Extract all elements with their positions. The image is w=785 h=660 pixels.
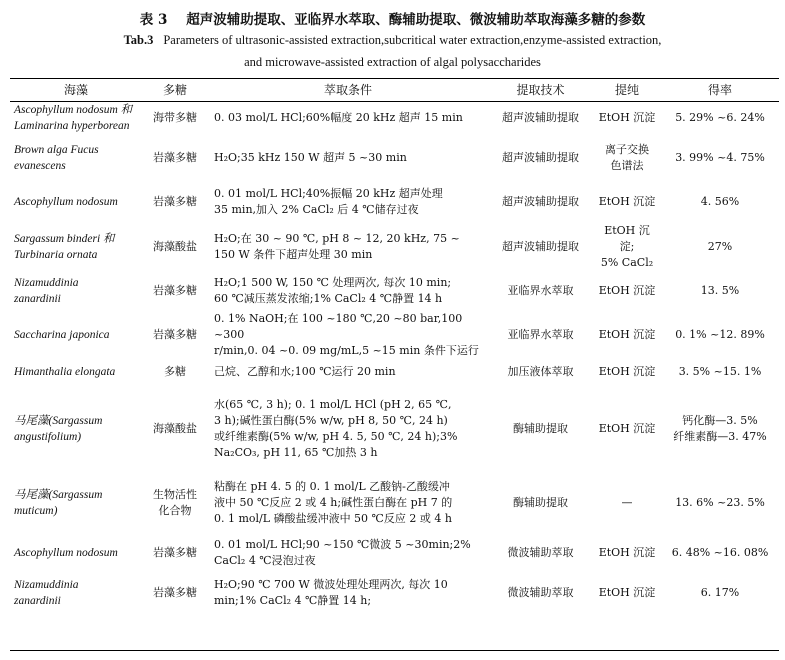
- cell-line: 4. 56%: [700, 195, 740, 208]
- cell-line: 马尾藻(Sargassum: [14, 489, 103, 501]
- cell-line: 酶辅助提取: [513, 496, 568, 509]
- cell-line: 液中 50 ℃反应 2 或 4 h;碱性蛋白酶在 pH 7 的: [214, 496, 453, 509]
- row-purification-cell: [593, 135, 661, 181]
- header-alga: 海藻: [63, 83, 88, 97]
- table-row: [10, 473, 779, 533]
- cell-line: 3 h);碱性蛋白酶(5% w/w, pH 8, 50 ℃, 24 h): [214, 414, 448, 427]
- cell-line: 亚临界水萃取: [507, 284, 574, 297]
- cell-line: EtOH 沉淀;: [604, 224, 650, 253]
- cell-line: 13. 5%: [700, 284, 740, 297]
- cell-line: H₂O;在 30 ~ 90 ℃, pH 8 ~ 12, 20 kHz, 75 ~: [214, 232, 460, 245]
- cell-line: 35 min,加入 2% CaCl₂ 后 4 ℃储存过夜: [214, 203, 419, 216]
- cell-line: 水(65 ℃, 3 h); 0. 1 mol/L HCl (pH 2, 65 ℃,: [214, 398, 452, 411]
- row-conditions-cell: [208, 101, 488, 135]
- row-alga-cell: [10, 385, 142, 473]
- row-technique-cell: [488, 385, 593, 473]
- row-conditions-cell: [208, 311, 488, 359]
- row-polysaccharide-cell: [142, 101, 208, 135]
- cell-line: angustifolium): [14, 431, 82, 443]
- cell-line: 13. 6% ~23. 5%: [675, 496, 765, 509]
- row-polysaccharide-cell: [142, 473, 208, 533]
- row-purification-cell: [593, 311, 661, 359]
- cell-line: 6. 48% ~16. 08%: [671, 546, 769, 559]
- cell-line: 海藻酸盐: [153, 422, 197, 435]
- row-alga-cell: [10, 223, 142, 271]
- table-row: [10, 311, 779, 359]
- cell-line: EtOH 沉淀: [598, 195, 656, 208]
- cell-line: 生物活性: [153, 488, 197, 501]
- cell-line: H₂O;1 500 W, 150 ℃ 处理两次, 每次 10 min;: [214, 276, 452, 289]
- cell-line: 加压液体萃取: [507, 365, 574, 378]
- row-purification-cell: [593, 533, 661, 573]
- header-purification: 提纯: [614, 83, 639, 97]
- row-yield-cell: [661, 385, 779, 473]
- row-purification-cell: [593, 573, 661, 613]
- row-polysaccharide-cell: [142, 533, 208, 573]
- row-polysaccharide-cell: [142, 359, 208, 385]
- row-alga-cell: [10, 533, 142, 573]
- row-alga-cell: [10, 573, 142, 613]
- row-alga-cell: [10, 101, 142, 135]
- table-row: [10, 101, 779, 135]
- table-row: [10, 135, 779, 181]
- row-technique-cell: [488, 533, 593, 573]
- table-row: [10, 271, 779, 311]
- cell-line: 150 W 条件下超声处理 30 min: [214, 248, 373, 261]
- row-alga-cell: [10, 271, 142, 311]
- row-yield-cell: [661, 181, 779, 223]
- row-alga-cell: [10, 311, 142, 359]
- cell-line: EtOH 沉淀: [598, 328, 656, 341]
- cell-line: 亚临界水萃取: [507, 328, 574, 341]
- cell-line: 5. 29% ~6. 24%: [675, 111, 765, 124]
- cell-line: min;1% CaCl₂ 4 ℃静置 14 h;: [214, 594, 372, 607]
- row-yield-cell: [661, 359, 779, 385]
- row-purification-cell: [593, 181, 661, 223]
- cell-line: 粘酶在 pH 4. 5 的 0. 1 mol/L 乙酸钠-乙酸缓冲: [214, 480, 450, 493]
- caption-en-text-1: Parameters of ultrasonic-assisted extraction,subcritical water extraction,enzyme-assisted extraction,: [163, 33, 662, 47]
- row-conditions-cell: [208, 271, 488, 311]
- row-polysaccharide-cell: [142, 385, 208, 473]
- cell-line: CaCl₂ 4 ℃浸泡过夜: [214, 554, 316, 567]
- row-conditions-cell: [208, 533, 488, 573]
- cell-line: 6. 17%: [700, 586, 740, 599]
- row-alga-cell: [10, 135, 142, 181]
- cell-line: EtOH 沉淀: [598, 284, 656, 297]
- cell-line: Himanthalia elongata: [14, 366, 116, 378]
- table-row: [10, 573, 779, 613]
- cell-line: 离子交换: [605, 143, 649, 156]
- row-purification-cell: [593, 385, 661, 473]
- row-technique-cell: [488, 101, 593, 135]
- table-row: [10, 385, 779, 473]
- row-conditions-cell: [208, 473, 488, 533]
- cell-line: Ascophyllum nodosum: [14, 547, 118, 559]
- row-technique-cell: [488, 135, 593, 181]
- row-yield-cell: [661, 573, 779, 613]
- row-yield-cell: [661, 101, 779, 135]
- cell-line: muticum): [14, 505, 58, 517]
- cell-line: 0. 1 mol/L 磷酸盐缓冲液中 50 ℃反应 2 或 4 h: [214, 512, 452, 525]
- cell-line: 马尾藻(Sargassum: [14, 415, 103, 427]
- cell-line: EtOH 沉淀: [598, 586, 656, 599]
- row-alga-cell: [10, 181, 142, 223]
- row-conditions-cell: [208, 223, 488, 271]
- cell-line: 岩藻多糖: [153, 328, 197, 341]
- cell-line: 岩藻多糖: [153, 586, 197, 599]
- cell-line: 0. 1% NaOH;在 100 ~180 ℃,20 ~80 bar,100 ~300: [214, 312, 463, 341]
- cell-line: 微波辅助萃取: [507, 546, 574, 559]
- row-purification-cell: [593, 271, 661, 311]
- cell-line: H₂O;35 kHz 150 W 超声 5 ~30 min: [214, 151, 407, 164]
- cell-line: 5% CaCl₂: [600, 256, 654, 269]
- cell-line: 钙化酶—3. 5%: [682, 414, 758, 427]
- cell-line: r/min,0. 04 ~0. 09 mg/mL,5 ~15 min 条件下运行: [214, 344, 479, 357]
- row-purification-cell: [593, 223, 661, 271]
- cell-line: Brown alga Fucus: [14, 144, 99, 156]
- row-technique-cell: [488, 573, 593, 613]
- row-technique-cell: [488, 311, 593, 359]
- row-yield-cell: [661, 223, 779, 271]
- row-technique-cell: [488, 271, 593, 311]
- cell-line: 化合物: [158, 504, 192, 517]
- row-purification-cell: [593, 473, 661, 533]
- row-yield-cell: [661, 311, 779, 359]
- parameters-table: [10, 79, 779, 613]
- cell-line: 0. 01 mol/L HCl;40%振幅 20 kHz 超声处理: [214, 187, 443, 200]
- table-caption-en-line1: [0, 33, 785, 48]
- row-polysaccharide-cell: [142, 223, 208, 271]
- table-caption-cn: [0, 8, 785, 28]
- cell-line: 60 ℃减压蒸发浓缩;1% CaCl₂ 4 ℃静置 14 h: [214, 292, 443, 305]
- cell-line: zanardinii: [14, 595, 61, 607]
- cell-line: 超声波辅助提取: [502, 111, 579, 124]
- row-conditions-cell: [208, 359, 488, 385]
- cell-line: 超声波辅助提取: [502, 240, 579, 253]
- cell-line: Sargassum binderi 和: [14, 233, 115, 245]
- cell-line: EtOH 沉淀: [598, 365, 656, 378]
- cell-line: 3. 99% ~4. 75%: [675, 151, 765, 164]
- row-yield-cell: [661, 533, 779, 573]
- table-row: [10, 359, 779, 385]
- cell-line: 或纤维素酶(5% w/w, pH 4. 5, 50 ℃, 24 h);3%: [214, 430, 458, 443]
- cell-line: 岩藻多糖: [153, 546, 197, 559]
- cell-line: 海藻酸盐: [153, 240, 197, 253]
- cell-line: evanescens: [14, 160, 66, 172]
- cell-line: 岩藻多糖: [153, 284, 197, 297]
- row-purification-cell: [593, 359, 661, 385]
- cell-line: 海带多糖: [153, 111, 197, 124]
- row-conditions-cell: [208, 181, 488, 223]
- row-purification-cell: [593, 101, 661, 135]
- header-polysaccharide: 多糖: [162, 83, 187, 97]
- cell-line: Ascophyllum nodosum 和: [14, 104, 133, 116]
- cell-line: 岩藻多糖: [153, 151, 197, 164]
- cell-line: Saccharina japonica: [14, 329, 110, 341]
- cell-line: 岩藻多糖: [153, 195, 197, 208]
- cell-line: 色谱法: [610, 159, 644, 172]
- cell-line: 微波辅助萃取: [507, 586, 574, 599]
- caption-en-label: Tab.3: [123, 33, 154, 47]
- row-conditions-cell: [208, 573, 488, 613]
- row-technique-cell: [488, 181, 593, 223]
- row-yield-cell: [661, 271, 779, 311]
- cell-line: 0. 01 mol/L HCl;90 ~150 ℃微波 5 ~30min;2%: [214, 538, 471, 551]
- cell-line: Laminarina hyperborean: [14, 120, 130, 132]
- caption-cn-title: 超声波辅助提取、亚临界水萃取、酶辅助提取、微波辅助萃取海藻多糖的参数: [186, 12, 646, 28]
- cell-line: Nizamuddinia: [14, 579, 79, 591]
- table-caption-en-line2: and microwave-assisted extraction of algal polysaccharides: [244, 55, 541, 69]
- cell-line: —: [621, 496, 633, 509]
- cell-line: EtOH 沉淀: [598, 546, 656, 559]
- cell-line: Nizamuddinia: [14, 277, 79, 289]
- row-technique-cell: [488, 359, 593, 385]
- cell-line: 己烷、乙醇和水;100 ℃运行 20 min: [214, 365, 396, 378]
- header-yield: 得率: [707, 83, 732, 97]
- cell-line: Ascophyllum nodosum: [14, 196, 118, 208]
- header-conditions: 萃取条件: [323, 83, 372, 97]
- row-polysaccharide-cell: [142, 135, 208, 181]
- header-technique: 提取技术: [516, 83, 565, 97]
- cell-line: H₂O;90 ℃ 700 W 微波处理处理两次, 每次 10: [214, 578, 448, 591]
- table-bottom-rule: [10, 650, 779, 651]
- table-body: [10, 101, 779, 613]
- cell-line: 3. 5% ~15. 1%: [678, 365, 762, 378]
- row-conditions-cell: [208, 135, 488, 181]
- row-polysaccharide-cell: [142, 181, 208, 223]
- cell-line: EtOH 沉淀: [598, 111, 656, 124]
- cell-line: Turbinaria ornata: [14, 249, 98, 261]
- row-alga-cell: [10, 473, 142, 533]
- cell-line: EtOH 沉淀: [598, 422, 656, 435]
- caption-cn-label: 表 3: [139, 12, 168, 28]
- cell-line: 纤维素酶—3. 47%: [673, 430, 767, 443]
- cell-line: 超声波辅助提取: [502, 195, 579, 208]
- row-conditions-cell: [208, 385, 488, 473]
- cell-line: zanardinii: [14, 293, 61, 305]
- row-polysaccharide-cell: [142, 573, 208, 613]
- table-row: [10, 533, 779, 573]
- table-row: [10, 181, 779, 223]
- row-alga-cell: [10, 359, 142, 385]
- row-polysaccharide-cell: [142, 311, 208, 359]
- table-header-row: [10, 79, 779, 101]
- table-row: [10, 223, 779, 271]
- cell-line: 0. 1% ~12. 89%: [675, 328, 765, 341]
- cell-line: 酶辅助提取: [513, 422, 568, 435]
- row-yield-cell: [661, 135, 779, 181]
- row-technique-cell: [488, 223, 593, 271]
- cell-line: 多糖: [164, 365, 186, 378]
- cell-line: Na₂CO₃, pH 11, 65 ℃加热 3 h: [214, 446, 378, 459]
- row-technique-cell: [488, 473, 593, 533]
- cell-line: 0. 03 mol/L HCl;60%幅度 20 kHz 超声 15 min: [214, 111, 463, 124]
- row-polysaccharide-cell: [142, 271, 208, 311]
- cell-line: 27%: [707, 240, 733, 253]
- row-yield-cell: [661, 473, 779, 533]
- cell-line: 超声波辅助提取: [502, 151, 579, 164]
